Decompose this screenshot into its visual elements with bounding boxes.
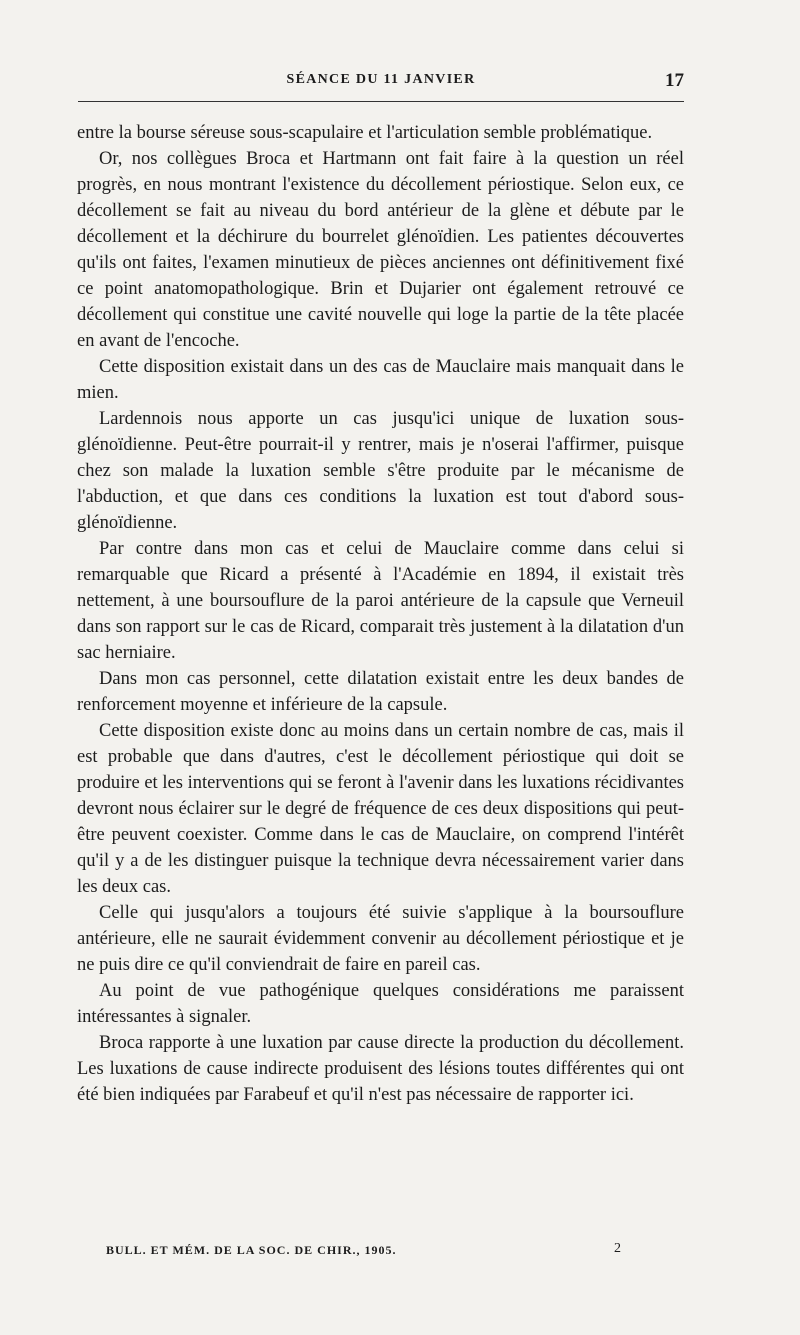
paragraph: entre la bourse séreuse sous-scapulaire et l'articulation semble problématique. bbox=[77, 123, 653, 143]
page-header bbox=[78, 70, 684, 98]
paragraph: Broca rapporte à une luxation par cause directe la production du décollement. Les luxations de cause indirecte produisent des lésions toutes différentes qui ont été bien indiquées par Farabeuf et qu'il n'est pas nécessaire de rapporter ici. bbox=[77, 1033, 684, 1105]
paragraph: Or, nos collègues Broca et Hartmann ont fait faire à la question un réel progrès, en nous montrant l'existence du décollement périostique. Selon eux, ce décollement se fait au niveau du bord antérieur de la glène et débute par le décollement et la déchirure du bourrelet glénoïdien. Les patientes découvertes qu'ils ont faites, l'examen minutieux de pièces anciennes ont définitivement fixé ce point anatomopathologique. Brin et Dujarier ont également retrouvé ce décollement qui constitue une cavité nouvelle qui loge la partie de la tête placée en avant de l'encoche. bbox=[77, 149, 684, 351]
header-rule bbox=[78, 101, 684, 102]
paragraph: Au point de vue pathogénique quelques considérations me paraissent intéressantes à signaler. bbox=[77, 981, 684, 1027]
paragraph: Lardennois nous apporte un cas jusqu'ici unique de luxation sous-glénoïdienne. Peut-être pourrait-il y rentrer, mais je n'oserai l'affirmer, puisque chez son malade la luxation semble s'être produite par le mécanisme de l'abduction, et que dans ces conditions la luxation est tout d'abord sous-glénoïdienne. bbox=[77, 409, 684, 533]
paragraph: Celle qui jusqu'alors a toujours été suivie s'applique à la boursouflure antérieure, elle ne saurait évidemment convenir au décollement périostique et je ne puis dire ce qu'il conviendrait de faire en pareil cas. bbox=[77, 903, 684, 975]
signature-mark: 2 bbox=[614, 1241, 622, 1256]
running-head: SÉANCE DU 11 JANVIER bbox=[286, 72, 476, 87]
paragraph: Dans mon cas personnel, cette dilatation existait entre les deux bandes de renforcement moyenne et inférieure de la capsule. bbox=[77, 669, 684, 715]
page-footer bbox=[106, 1241, 622, 1261]
paragraph: Par contre dans mon cas et celui de Mauclaire comme dans celui si remarquable que Ricard a présenté à l'Académie en 1894, il existait très nettement, à une boursouflure de la paroi antérieure de la capsule que Verneuil dans son rapport sur le cas de Ricard, comparait très justement à la dilatation d'un sac herniaire. bbox=[77, 539, 684, 663]
body-text bbox=[77, 120, 684, 1108]
paragraph: Cette disposition existe donc au moins dans un certain nombre de cas, mais il est probable que dans d'autres, c'est le décollement périostique qui doit se produire et les interventions qui se feront à l'avenir dans les luxations récidivantes devront nous éclairer sur le degré de fréquence de ces deux dispositions qui peut-être peuvent coexister. Comme dans le cas de Mauclaire, on comprend l'intérêt qu'il y a de les distinguer puisque la technique devra nécessairement varier dans les deux cas. bbox=[77, 721, 684, 897]
page-number: 17 bbox=[665, 70, 684, 91]
footer-citation: BULL. ET MÉM. DE LA SOC. DE CHIR., 1905. bbox=[106, 1243, 397, 1257]
paragraph: Cette disposition existait dans un des cas de Mauclaire mais manquait dans le mien. bbox=[77, 357, 684, 403]
